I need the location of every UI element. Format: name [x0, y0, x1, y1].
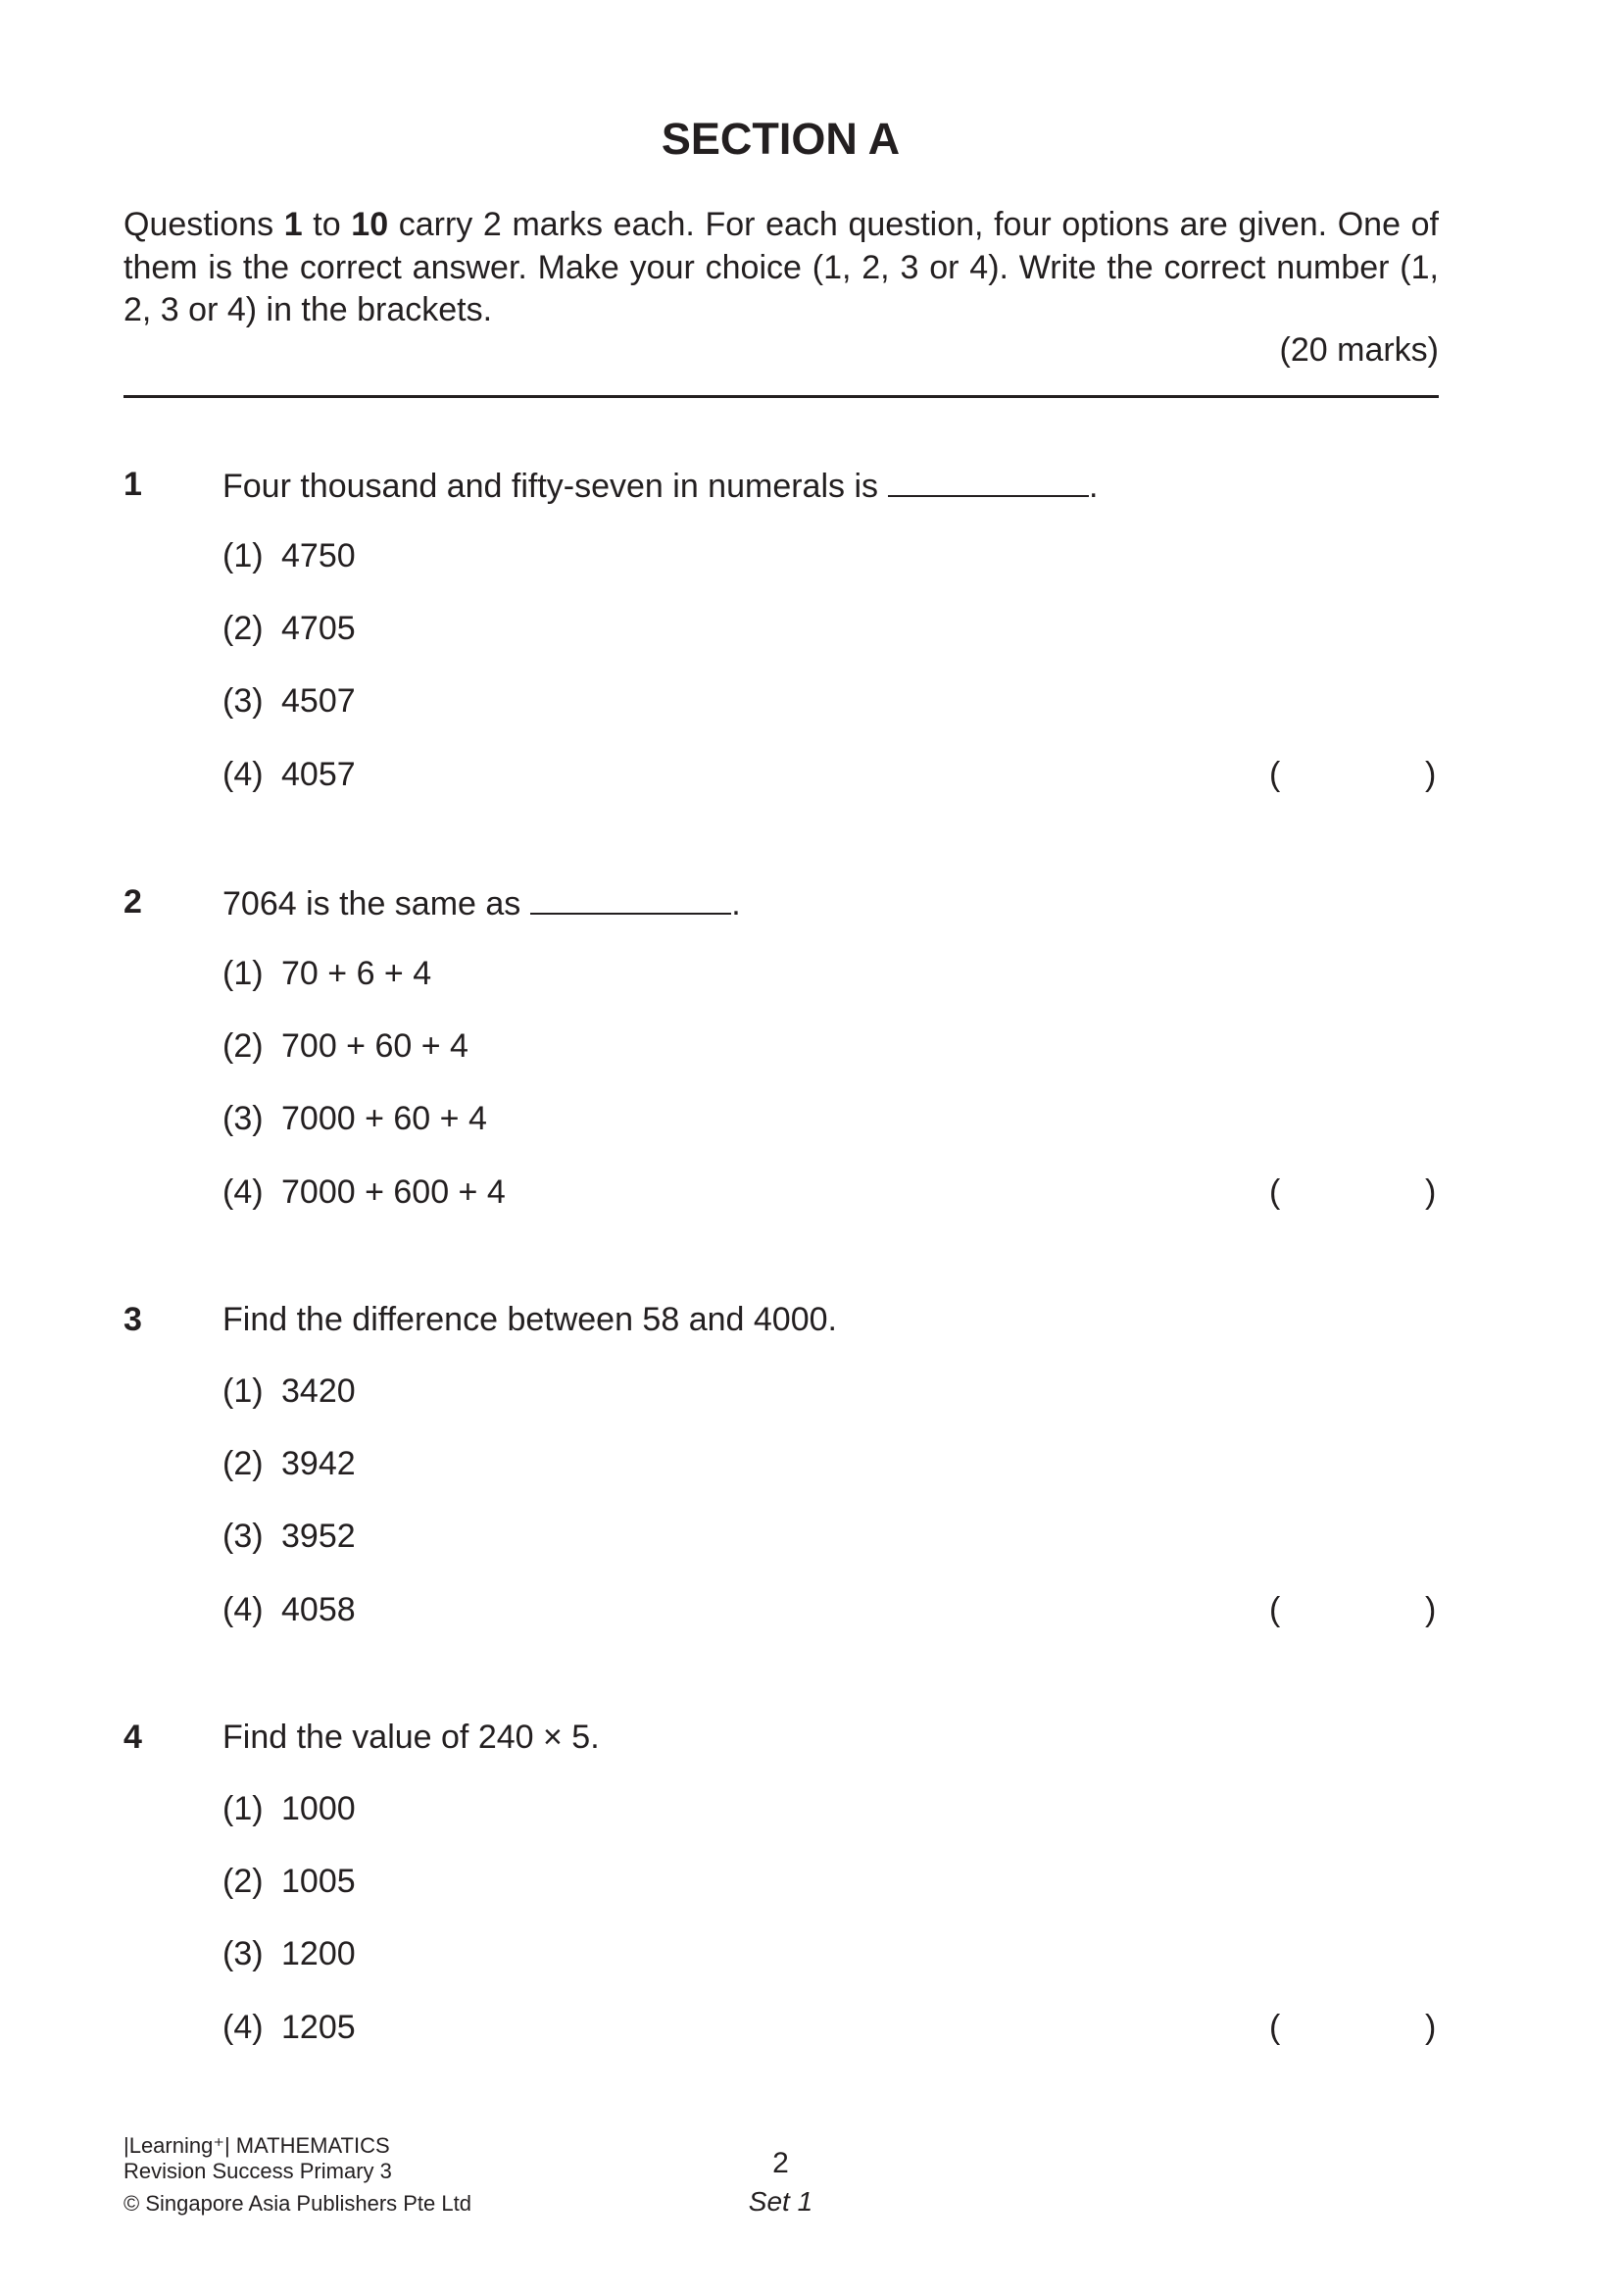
- option-value: 3420: [281, 1372, 356, 1410]
- option: [222, 1790, 356, 1828]
- question-suffix: .: [1089, 468, 1099, 505]
- footer-copyright: © Singapore Asia Publishers Pte Ltd: [123, 2191, 471, 2216]
- instructions: [123, 204, 1439, 332]
- question-4: [0, 1719, 1624, 2111]
- question-2: [0, 883, 1624, 1275]
- option-label: (4): [222, 1591, 264, 1628]
- option-label: (3): [222, 1935, 264, 1972]
- option-value: 3942: [281, 1445, 356, 1482]
- question-stem: Four thousand and fifty-seven in numerals is: [222, 468, 879, 505]
- question-number: 1: [123, 466, 142, 503]
- option-value: 1005: [281, 1863, 356, 1900]
- option-value: 700 + 60 + 4: [281, 1027, 468, 1065]
- option: [222, 682, 356, 721]
- option: [222, 756, 356, 794]
- answer-bracket-close[interactable]: ): [1425, 1173, 1437, 1211]
- option-value: 1000: [281, 1790, 356, 1827]
- option-label: (1): [222, 1372, 264, 1410]
- question-text: [222, 1719, 600, 1757]
- option-value: 1200: [281, 1935, 356, 1972]
- instructions-bold: 10: [351, 206, 389, 243]
- instructions-text: to: [302, 206, 352, 243]
- answer-bracket-open[interactable]: (: [1269, 1591, 1281, 1628]
- option-label: (2): [222, 1863, 264, 1900]
- option: [222, 1518, 356, 1556]
- option-label: (3): [222, 682, 264, 720]
- question-stem: 7064 is the same as: [222, 885, 521, 923]
- option: [222, 1863, 356, 1901]
- option-value: 70 + 6 + 4: [281, 955, 432, 992]
- divider: [123, 395, 1439, 398]
- answer-blank: [888, 466, 1089, 497]
- question-text: [222, 466, 1098, 506]
- answer-bracket-close[interactable]: ): [1425, 756, 1437, 793]
- answer-bracket-open[interactable]: (: [1269, 2009, 1281, 2046]
- question-suffix: .: [731, 885, 741, 923]
- option: [222, 1445, 356, 1483]
- option-value: 1205: [281, 2009, 356, 2046]
- answer-bracket-open[interactable]: (: [1269, 1173, 1281, 1211]
- answer-bracket-open[interactable]: (: [1269, 756, 1281, 793]
- option-label: (1): [222, 537, 264, 574]
- option-value: 7000 + 600 + 4: [281, 1173, 506, 1211]
- question-number: 2: [123, 883, 142, 921]
- option-label: (3): [222, 1518, 264, 1555]
- option-label: (3): [222, 1100, 264, 1137]
- question-number: 3: [123, 1301, 142, 1338]
- answer-bracket-close[interactable]: ): [1425, 1591, 1437, 1628]
- option: [222, 1100, 487, 1138]
- option-value: 3952: [281, 1518, 356, 1555]
- option-value: 4705: [281, 610, 356, 647]
- option: [222, 610, 356, 648]
- footer-series: |Learning⁺| MATHEMATICS: [123, 2133, 390, 2158]
- option-label: (2): [222, 1445, 264, 1482]
- instructions-text: Questions: [123, 206, 284, 243]
- question-stem: Find the value of 240 × 5.: [222, 1719, 600, 1756]
- question-number: 4: [123, 1719, 142, 1756]
- section-title: SECTION A: [661, 114, 901, 164]
- option-label: (1): [222, 1790, 264, 1827]
- instructions-bold: 1: [283, 206, 303, 243]
- instructions-text: carry 2 marks each. For each question, four options are given. One of them is the correct answer. Make your choice (1, 2, 3 or 4). Write the correct number (1, 2, 3 or 4) in the brackets.: [123, 206, 1439, 328]
- option: [222, 1372, 356, 1411]
- option-label: (4): [222, 756, 264, 793]
- option: [222, 1935, 356, 1973]
- question-text: [222, 883, 741, 923]
- question-1: [0, 466, 1624, 858]
- page-number: 2: [772, 2147, 789, 2179]
- option-label: (2): [222, 610, 264, 647]
- option-label: (1): [222, 955, 264, 992]
- option-value: 4507: [281, 682, 356, 720]
- option-value: 7000 + 60 + 4: [281, 1100, 487, 1137]
- option-value: 4058: [281, 1591, 356, 1628]
- option: [222, 1027, 468, 1066]
- option-label: (4): [222, 1173, 264, 1211]
- option-label: (4): [222, 2009, 264, 2046]
- answer-bracket-close[interactable]: ): [1425, 2009, 1437, 2046]
- total-marks: (20 marks): [1279, 331, 1439, 369]
- option: [222, 955, 431, 993]
- option-label: (2): [222, 1027, 264, 1065]
- option: [222, 1591, 356, 1629]
- option: [222, 537, 356, 575]
- set-label: Set 1: [748, 2186, 813, 2217]
- option: [222, 1173, 506, 1212]
- question-3: [0, 1301, 1624, 1693]
- option-value: 4750: [281, 537, 356, 574]
- question-text: [222, 1301, 837, 1339]
- option: [222, 2009, 356, 2047]
- answer-blank: [530, 883, 731, 915]
- footer-book-title: Revision Success Primary 3: [123, 2159, 392, 2183]
- question-stem: Find the difference between 58 and 4000.: [222, 1301, 837, 1338]
- option-value: 4057: [281, 756, 356, 793]
